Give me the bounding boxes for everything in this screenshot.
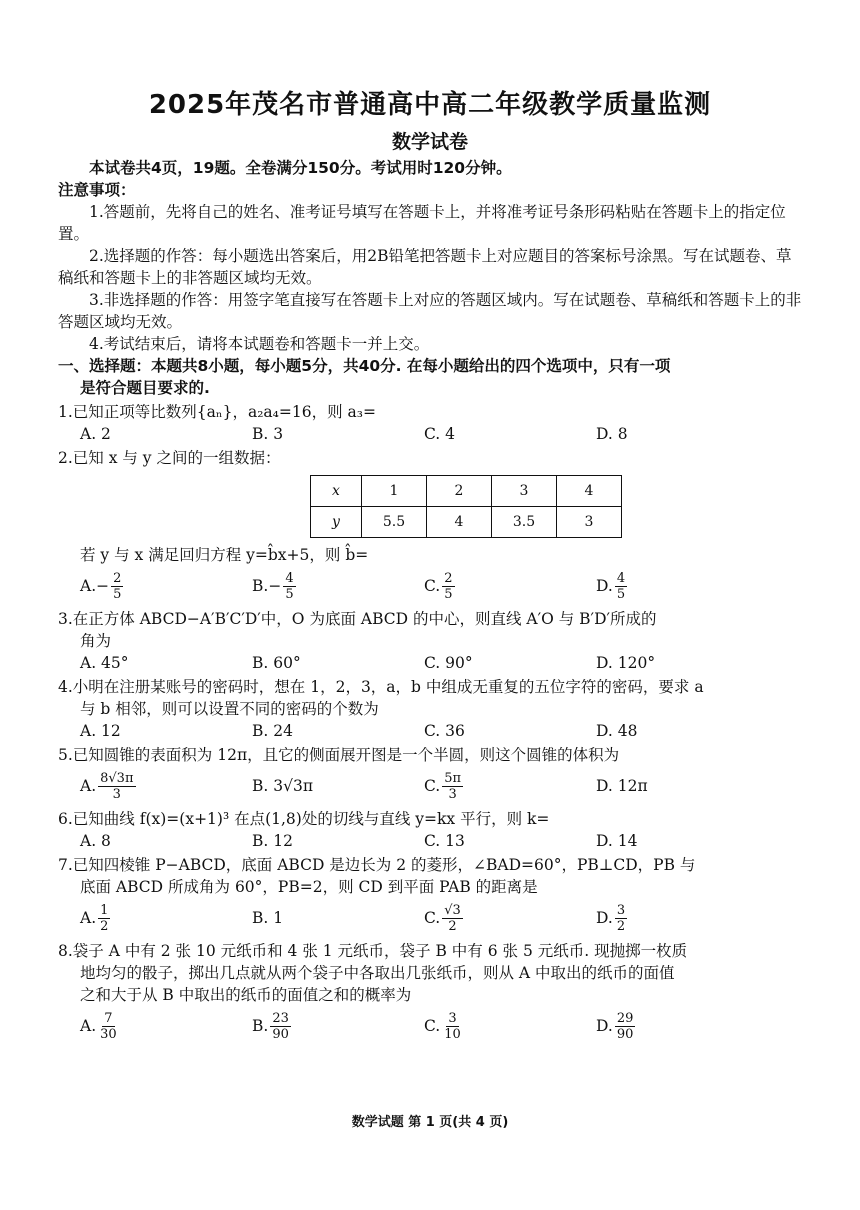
- note-item-1: 1.答题前，先将自己的姓名、准考证号填写在答题卡上，并将准考证号条形码粘贴在答题卡上的指定位置。: [58, 203, 786, 243]
- numerator: 23: [272, 1010, 289, 1026]
- denominator: 2: [448, 918, 457, 934]
- q7-option-c: [424, 898, 596, 938]
- q7-stem-cont: 底面 ABCD 所成角为 60°，PB=2，则 CD 到平面 PAB 的距离是: [80, 878, 538, 896]
- denominator: 90: [272, 1026, 289, 1042]
- note-item-2: 2.选择题的作答：每小题选出答案后，用2B铅笔把答题卡上对应题目的答案标号涂黑。写在试题卷、草稿纸和答题卡上的非答题区域均无效。: [58, 247, 792, 287]
- q5-option-b: B. 3√3π: [252, 777, 314, 795]
- fraction: [442, 771, 463, 802]
- q2-stem: 2.已知 x 与 y 之间的一组数据：: [58, 449, 281, 467]
- q2-data-table: [310, 475, 622, 538]
- q4-option-a: A. 12: [80, 722, 121, 740]
- q2-option-b: [252, 566, 424, 606]
- denominator: 90: [616, 1026, 634, 1042]
- q3-stem: 3.在正方体 ABCD−A′B′C′D′中，O 为底面 ABCD 的中心，则直线 A′O 与 B′D′所成的: [58, 610, 657, 628]
- table-row: [311, 476, 622, 507]
- q7-options: [58, 898, 802, 938]
- denominator: 10: [444, 1026, 461, 1042]
- fraction: [283, 571, 295, 602]
- numerator: 3: [616, 902, 626, 918]
- q1-options: [58, 423, 802, 445]
- exam-subtitle: 数学试卷: [391, 131, 468, 153]
- q7-option-a: [80, 898, 252, 938]
- numerator: √3: [444, 902, 461, 918]
- page-footer: 数学试题 第 1 页(共 4 页): [351, 1115, 509, 1130]
- q4-stem-cont: 与 b 相邻，则可以设置不同的密码的个数为: [80, 700, 379, 718]
- q8-stem-cont: 地均匀的骰子，掷出几点就从两个袋子中各取出几张纸币，则从 A 中取出的纸币的面值: [80, 964, 675, 982]
- q4-option-c: C. 36: [424, 722, 465, 740]
- q3-option-d: D. 120°: [596, 654, 656, 672]
- q6-option-c: C. 13: [424, 832, 465, 850]
- denominator: 5: [444, 586, 453, 602]
- option-label: D.: [596, 909, 613, 927]
- q8-stem: 8.袋子 A 中有 2 张 10 元纸币和 4 张 1 元纸币，袋子 B 中有 6 张 5 元纸币. 现抛掷一枚质: [58, 942, 688, 960]
- section1-heading: 一、选择题：本题共8小题，每小题5分，共40分. 在每小题给出的四个选项中，只有一项: [58, 357, 671, 375]
- table-cell: 3: [557, 507, 622, 538]
- option-label: C.: [424, 777, 441, 795]
- fraction: [442, 903, 463, 934]
- q3-option-c: C. 90°: [424, 654, 473, 672]
- denominator: 2: [616, 918, 626, 934]
- option-label: B.: [252, 1017, 269, 1035]
- table-cell: y: [311, 507, 362, 538]
- option-label: C.: [424, 577, 441, 595]
- fraction: [615, 571, 627, 602]
- q1-option-c: C. 4: [424, 425, 456, 443]
- denominator: 5: [113, 586, 122, 602]
- q6-option-d: D. 14: [596, 832, 638, 850]
- q5-option-c: [424, 766, 596, 806]
- option-label: A.: [80, 909, 97, 927]
- denominator: 30: [100, 1026, 117, 1042]
- option-label: C.: [424, 909, 441, 927]
- q3-stem-cont: 角为: [80, 632, 112, 650]
- fraction: [98, 903, 110, 934]
- option-sign: −: [268, 577, 282, 595]
- q4-option-d: D. 48: [596, 722, 638, 740]
- fraction: [111, 571, 123, 602]
- option-label: A.: [80, 777, 97, 795]
- numerator: 2: [444, 570, 453, 586]
- q7-option-d: [596, 898, 629, 938]
- q6-stem: 6.已知曲线 f(x)=(x+1)³ 在点(1,8)处的切线与直线 y=kx 平行，则 k=: [58, 810, 550, 828]
- numerator: 1: [100, 902, 109, 918]
- denominator: 3: [448, 786, 457, 802]
- q6-option-b: B. 12: [252, 832, 293, 850]
- q6-option-a: A. 8: [80, 832, 111, 850]
- denominator: 2: [100, 918, 109, 934]
- q1-option-a: A. 2: [80, 425, 111, 443]
- option-label: C.: [424, 1017, 441, 1035]
- numerator: 7: [104, 1010, 113, 1026]
- note-item-3: 3.非选择题的作答：用签字笔直接写在答题卡上对应的答题区域内。写在试题卷、草稿纸和答题卡上的非答题区域均无效。: [58, 291, 802, 331]
- fraction: [442, 571, 454, 602]
- q8-option-d: [596, 1006, 637, 1046]
- q1-option-b: B. 3: [252, 425, 284, 443]
- notes-heading: 注意事项：: [58, 181, 136, 199]
- q5-stem: 5.已知圆锥的表面积为 12π，且它的侧面展开图是一个半圆，则这个圆锥的体积为: [58, 746, 620, 764]
- table-cell: 3: [492, 476, 557, 507]
- fraction: [615, 903, 627, 934]
- q5-option-a: [80, 766, 252, 806]
- q5-options: [58, 766, 802, 806]
- option-label: D.: [596, 577, 613, 595]
- table-row: [311, 507, 622, 538]
- q4-options: [58, 720, 802, 742]
- table-cell: 3.5: [492, 507, 557, 538]
- q1-option-d: D. 8: [596, 425, 628, 443]
- table-cell: 5.5: [362, 507, 427, 538]
- option-label: A.: [80, 1017, 97, 1035]
- table-cell: 4: [427, 507, 492, 538]
- q2-option-d: [596, 566, 629, 606]
- exam-summary: 本试卷共4页，19题。全卷满分150分。考试用时120分钟。: [89, 159, 512, 177]
- note-item-4: 4.考试结束后，请将本试题卷和答题卡一并上交。: [89, 335, 430, 353]
- table-cell: 1: [362, 476, 427, 507]
- exam-content: [58, 157, 802, 1046]
- q1-stem: 1.已知正项等比数列{aₙ}，a₂a₄=16，则 a₃=: [58, 403, 376, 421]
- fraction: [98, 771, 135, 802]
- numerator: 4: [285, 570, 294, 586]
- option-sign: −: [96, 577, 110, 595]
- q2-options: [58, 566, 802, 606]
- fraction: [442, 1011, 463, 1042]
- denominator: 5: [285, 586, 294, 602]
- q5-option-d: D. 12π: [596, 777, 648, 795]
- denominator: 3: [112, 786, 121, 802]
- numerator: 29: [616, 1010, 634, 1026]
- numerator: 5π: [444, 770, 462, 786]
- numerator: 3: [448, 1010, 457, 1026]
- table-cell: 4: [557, 476, 622, 507]
- fraction: [98, 1011, 119, 1042]
- q3-option-a: A. 45°: [80, 654, 129, 672]
- option-label: B.: [252, 577, 269, 595]
- q4-stem: 4.小明在注册某账号的密码时，想在 1，2，3，a，b 中组成无重复的五位字符的密码，要求 a: [58, 678, 704, 696]
- q2-option-a: [80, 566, 252, 606]
- table-cell: x: [311, 476, 362, 507]
- denominator: 5: [616, 586, 626, 602]
- q4-option-b: B. 24: [252, 722, 293, 740]
- numerator: 2: [113, 570, 122, 586]
- q7-option-b: B. 1: [252, 909, 284, 927]
- table-cell: 2: [427, 476, 492, 507]
- option-label: D.: [596, 1017, 613, 1035]
- q7-stem: 7.已知四棱锥 P−ABCD，底面 ABCD 是边长为 2 的菱形，∠BAD=60°，PB⊥CD，PB 与: [58, 856, 696, 874]
- exam-title: 2025年茂名市普通高中高二年级教学质量监测: [148, 90, 712, 120]
- q8-option-c: [424, 1006, 596, 1046]
- q8-options: [58, 1006, 802, 1046]
- numerator: 8√3π: [100, 770, 134, 786]
- section1-heading-cont: 是符合题目要求的.: [80, 379, 210, 397]
- q8-option-b: [252, 1006, 424, 1046]
- q8-option-a: [80, 1006, 252, 1046]
- numerator: 4: [616, 570, 626, 586]
- q3-option-b: B. 60°: [252, 654, 301, 672]
- q8-stem-cont2: 之和大于从 B 中取出的纸币的面值之和的概率为: [80, 986, 412, 1004]
- fraction: [615, 1011, 636, 1042]
- fraction: [270, 1011, 291, 1042]
- option-label: A.: [80, 577, 97, 595]
- q6-options: [58, 830, 802, 852]
- q2-stem-cont: 若 y 与 x 满足回归方程 y=b̂x+5，则 b̂=: [80, 546, 369, 564]
- q3-options: [58, 652, 802, 674]
- q2-option-c: [424, 566, 596, 606]
